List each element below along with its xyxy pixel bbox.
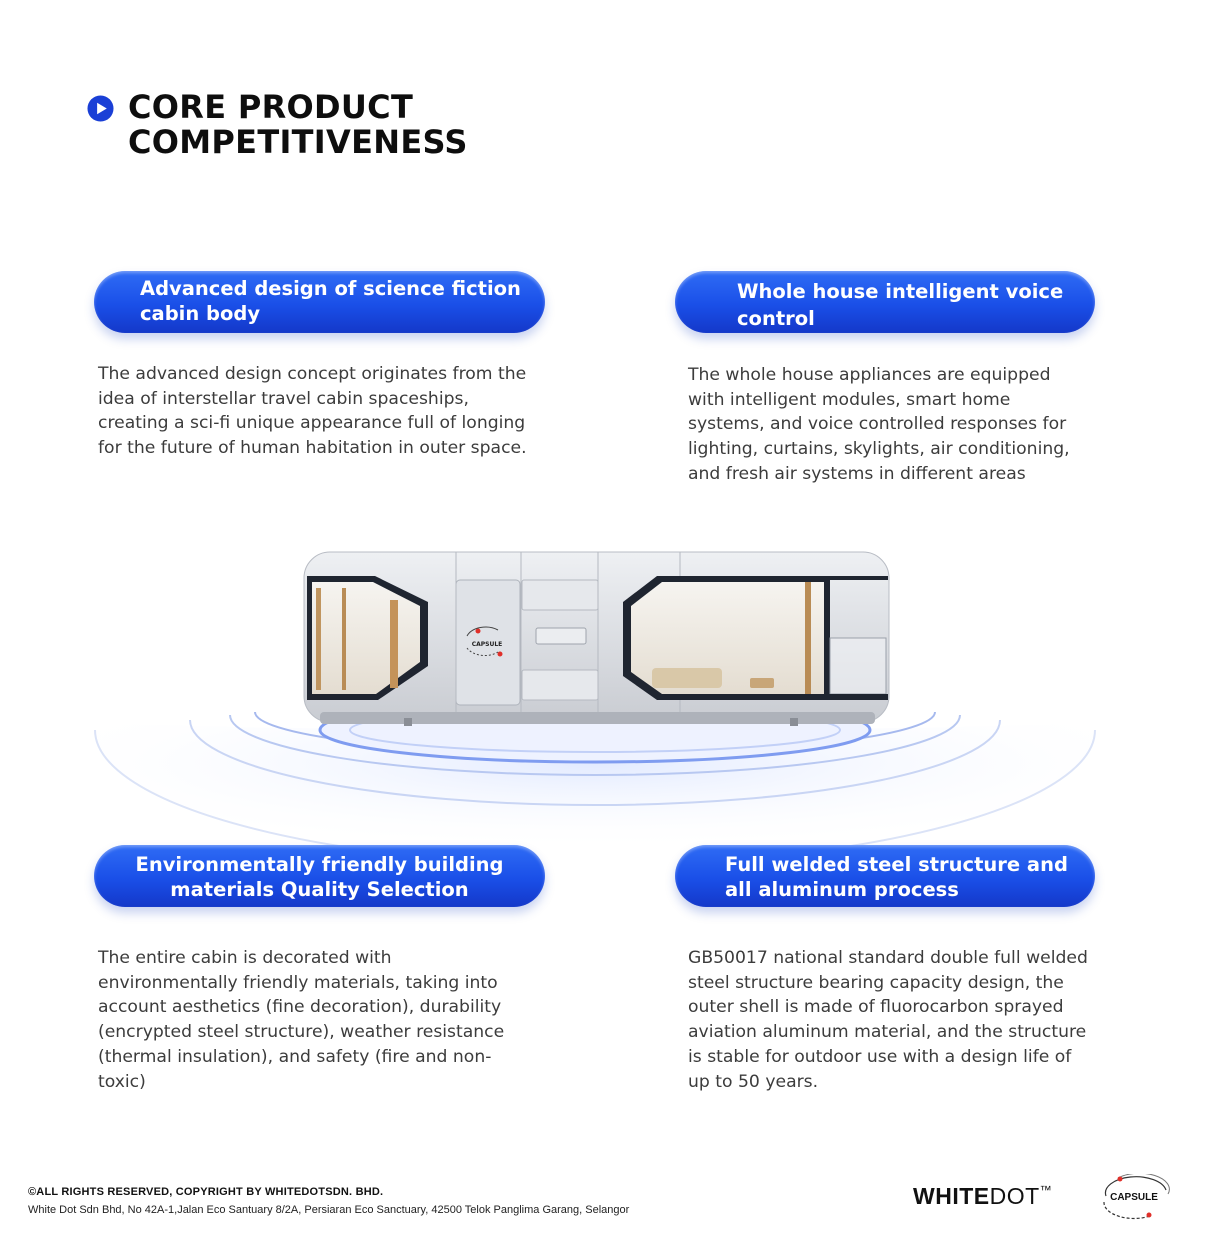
feature-heading-steel-structure — [675, 845, 1095, 907]
heading-line: cabin body — [140, 302, 261, 325]
heading-line: materials Quality Selection — [170, 878, 469, 901]
description-line: and fresh air systems in different areas — [688, 463, 1026, 484]
heading-line: Whole house intelligent voice — [737, 280, 1064, 303]
play-circle-icon — [87, 95, 114, 122]
footer-address: White Dot Sdn Bhd, No 42A-1,Jalan Eco Santuary 8/2A, Persiaran Eco Sanctuary, 42500 Telok Panglima Garang, Selangor — [28, 1204, 630, 1216]
heading-line: Environmentally friendly building — [135, 853, 504, 876]
feature-heading-materials — [94, 845, 545, 907]
description-line: for the future of human habitation in outer space. — [98, 438, 527, 459]
description-line: creating a sci-fi unique appearance full of longing — [98, 413, 526, 434]
description-line: up to 50 years. — [688, 1071, 819, 1092]
description-line: is stable for outdoor use with a design life of — [688, 1046, 1072, 1067]
page-title — [128, 90, 468, 160]
footer-copyright: ©ALL RIGHTS RESERVED, COPYRIGHT BY WHITEDOTSDN. BHD. — [28, 1186, 384, 1198]
description-line: The entire cabin is decorated with — [98, 948, 392, 968]
description-line: aviation aluminum material, and the structure — [688, 1022, 1087, 1043]
brand-bold-text: WHITE — [913, 1183, 990, 1209]
description-line: with intelligent modules, smart home — [688, 389, 1011, 410]
heading-line: control — [737, 307, 815, 330]
description-line: lighting, curtains, skylights, air conditioning, — [688, 439, 1070, 460]
description-line: (thermal insulation), and safety (fire and non- — [98, 1046, 492, 1067]
brand-light-text: DOT — [989, 1183, 1040, 1209]
trademark-symbol: ™ — [1039, 1183, 1053, 1197]
description-line: GB50017 national standard double full welded — [688, 948, 1088, 968]
feature-heading-design — [94, 271, 545, 333]
title-line-2: COMPETITIVENESS — [128, 123, 468, 161]
description-line: The whole house appliances are equipped — [688, 365, 1051, 385]
feature-heading-voice-control — [675, 271, 1095, 333]
description-line: steel structure bearing capacity design, the — [688, 972, 1064, 993]
description-line: (encrypted steel structure), weather resistance — [98, 1022, 505, 1043]
feature-description-steel-structure — [688, 946, 1088, 1094]
description-line: toxic) — [98, 1071, 146, 1092]
description-line: environmentally friendly materials, taking into — [98, 972, 498, 993]
heading-line: Advanced design of science fiction — [140, 277, 521, 300]
heading-line: Full welded steel structure and — [725, 853, 1068, 876]
title-line-1: CORE PRODUCT — [128, 88, 414, 126]
door-logo-text: CAPSULE — [471, 641, 503, 648]
capsule-logo-icon — [1098, 1174, 1172, 1220]
heading-line: all aluminum process — [725, 878, 959, 901]
feature-description-voice-control — [688, 363, 1070, 487]
whitedot-logo — [913, 1183, 1052, 1210]
description-line: systems, and voice controlled responses for — [688, 414, 1067, 435]
feature-description-materials — [98, 946, 504, 1094]
description-line: account aesthetics (fine decoration), durability — [98, 997, 502, 1018]
description-line: The advanced design concept originates from the — [98, 364, 527, 384]
capsule-cabin-illustration — [90, 540, 1100, 860]
feature-description-design — [98, 362, 527, 461]
capsule-logo-text: CAPSULE — [1110, 1192, 1158, 1203]
description-line: outer shell is made of fluorocarbon sprayed — [688, 997, 1064, 1018]
description-line: idea of interstellar travel cabin spaceships, — [98, 388, 469, 409]
